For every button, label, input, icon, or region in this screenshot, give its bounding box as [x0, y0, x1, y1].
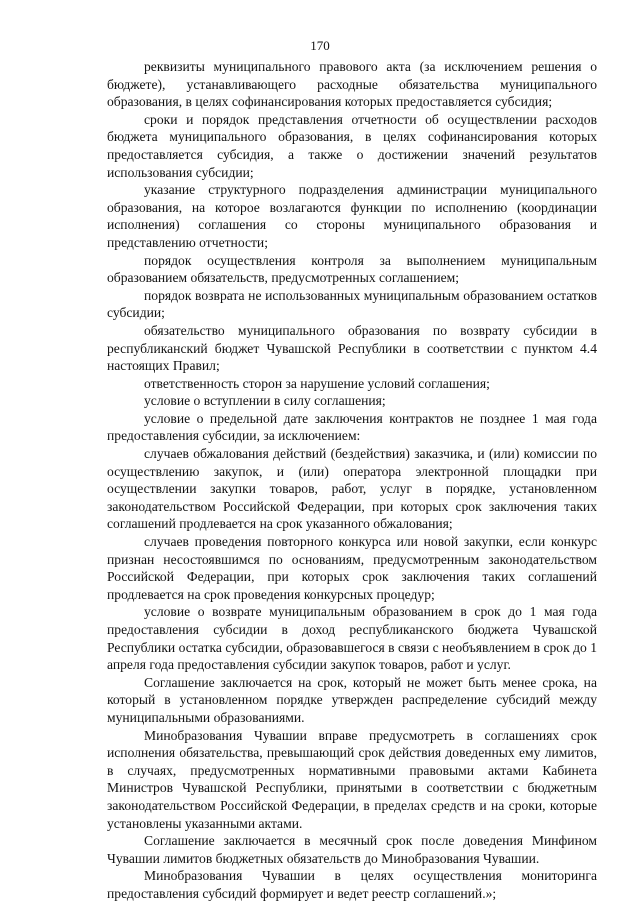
paragraph-4: порядок осуществления контроля за выполнением муниципальным образованием обязательств, предусмотренных соглашением;: [107, 252, 597, 286]
document-body: [107, 58, 597, 903]
paragraph-15: Соглашение заключается в месячный срок после доведения Минфином Чувашии лимитов бюджетных обязательств до Минобразования Чувашии.: [107, 833, 597, 866]
paragraph-8: условие о вступлении в силу соглашения;: [144, 393, 386, 409]
paragraph-3: указание структурного подразделения администрации муниципального образования, на которое возлагаются функции по исполнению (координации исполнения) соглашения со стороны муниципального образования и представлению отчетности;: [107, 182, 597, 250]
paragraph-16: Минобразования Чувашии в целях осуществления мониторинга предоставления субсидий формирует и ведет реестр соглашений.»;: [107, 868, 597, 901]
paragraph-1: реквизиты муниципального правового акта (за исключением решения о бюджете), устанавливающего расходные обязательства муниципального образования, в целях софинансирования которых предоставляется субсидия;: [107, 59, 597, 110]
paragraph-7: ответственность сторон за нарушение условий соглашения;: [144, 375, 490, 391]
paragraph-12: условие о возврате муниципальным образованием в срок до 1 мая года предоставления субсидии в доход республиканского бюджета Чувашской Республики остатка субсидии, образовавшегося в связи с необъявлением в срок до 1 апреля года предоставления субсидии закупок товаров, работ и услуг.: [107, 604, 597, 673]
paragraph-5: порядок возврата не использованных муниципальным образованием остатков субсидии;: [107, 287, 597, 321]
paragraph-9: условие о предельной дате заключения контрактов не позднее 1 мая года предоставления субсидии, за исключением:: [107, 410, 597, 444]
paragraph-2: сроки и порядок представления отчетности об осуществлении расходов бюджета муниципального образования, в целях софинансирования которых предоставляется субсидия, а также о достижении значений результатов использования субсидии;: [107, 111, 597, 180]
page-number: 170: [310, 38, 330, 53]
paragraph-10: случаев обжалования действий (бездействия) заказчика, и (или) комиссии по осуществлению закупок, и (или) оператора электронной площадки при осуществлении закупки товаров, работ, услуг в порядке, установленном законодательством Российской Федерации, при которых срок заключения таких соглашений продлевается на срок указанного обжалования;: [107, 446, 597, 532]
paragraph-6: обязательство муниципального образования по возврату субсидии в республиканский бюджет Чувашской Республики в соответствии с пунктом 4.4 настоящих Правил;: [107, 322, 597, 374]
paragraph-11: случаев проведения повторного конкурса или новой закупки, если конкурс признан несостоявшимся по основаниям, предусмотренным законодательством Российской Федерации, при которых срок заключения таких соглашений продлевается на срок проведения конкурсных процедур;: [107, 534, 597, 602]
paragraph-13: Соглашение заключается на срок, который не может быть менее срока, на который в установленном порядке утвержден распределение субсидий между муниципальными образованиями.: [107, 674, 597, 725]
paragraph-14: Минобразования Чувашии вправе предусмотреть в соглашениях срок исполнения обязательства, превышающий срок действия доведенных ему лимитов, в случаях, предусмотренных нормативными правовыми актами Кабинета Министров Чувашской Республики, принятыми в соответствии с бюджетным законодательством Российской Федерации, в пределах средств и на сроки, которые установлены указанными актами.: [107, 727, 597, 831]
